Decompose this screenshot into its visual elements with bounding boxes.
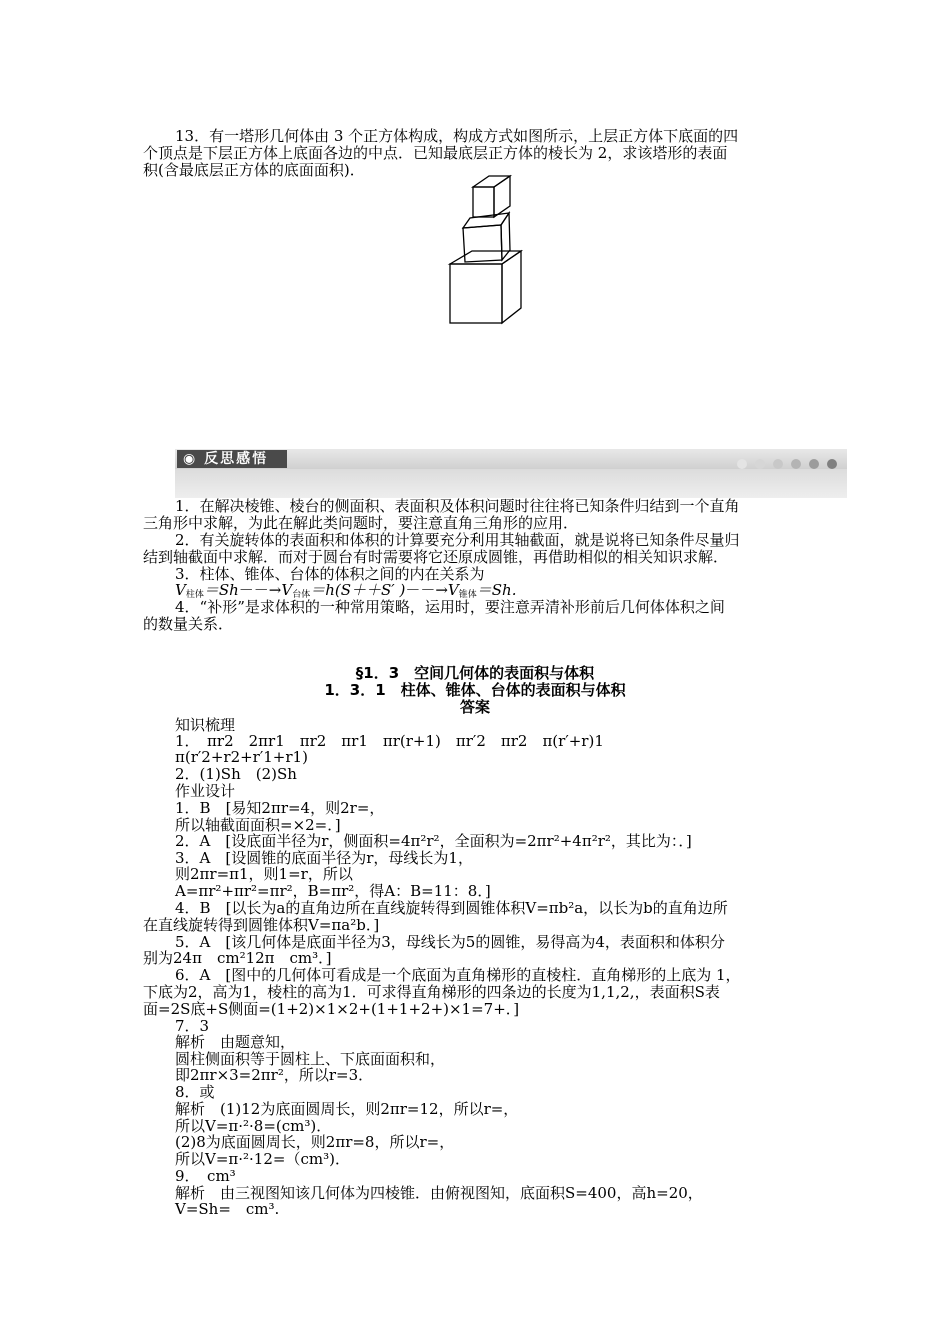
answer-line: 1．B [易知2πr=4，则2r=， bbox=[175, 799, 385, 817]
answer-line: 解析 由题意知， bbox=[175, 1033, 296, 1051]
answer-line: 解析 由三视图知该几何体为四棱锥．由俯视图知，底面积S=400，高h=20， bbox=[175, 1184, 703, 1202]
homework-title: 作业设计 bbox=[175, 782, 236, 800]
volume-relation bbox=[175, 582, 845, 599]
answer-line: 所以轴截面面积=×2=．] bbox=[175, 816, 341, 834]
banner-dot bbox=[773, 459, 783, 469]
answer-line: A=πr²+πr²=πr²，B=πr²，得A：B=11：8．] bbox=[175, 882, 491, 900]
answer-line: 5．A [该几何体是底面半径为3，母线长为5的圆锥，易得高为4，表面积和体积分 bbox=[175, 933, 725, 951]
v-cone-eq: ＝Sh. bbox=[476, 581, 517, 599]
answer-line: 7．3 bbox=[175, 1017, 210, 1035]
reflection-2-line-1: 2．有关旋转体的表面积和体积的计算要充分利用其轴截面，就是说将已知条件尽量归 bbox=[175, 531, 740, 549]
reflection-banner bbox=[175, 449, 847, 498]
answer-line: 解析 (1)12为底面圆周长，则2πr=12，所以r=， bbox=[175, 1100, 519, 1118]
v-cone: V bbox=[447, 581, 459, 599]
answer-line: π(r′2+r2+r′1+r1) bbox=[175, 748, 308, 766]
reflection-2-line-2: 结到轴截面中求解．而对于圆台有时需要将它还原成圆锥，再借助相似的相关知识求解． bbox=[143, 548, 729, 566]
answer-line: 1． πr2 2πr1 πr2 πr1 πr(r+1) πr′2 πr2 π(r′+r)1 bbox=[175, 732, 604, 750]
answer-line: 8．或 bbox=[175, 1083, 215, 1101]
answer-line: 2．A [设底面半径为r，侧面积=4π²r²，全面积为=2πr²+4π²r²，其比为：．] bbox=[175, 832, 692, 850]
reflection-1-line-1: 1．在解决棱锥、棱台的侧面积、表面积及体积问题时往往将已知条件归结到一个直角 bbox=[175, 497, 740, 515]
answer-line: 9． cm³ bbox=[175, 1167, 236, 1185]
answer-line: 在直线旋转得到圆锥体积V=πa²b．] bbox=[143, 916, 380, 934]
v-prism: V bbox=[175, 581, 186, 599]
v-frustum-eq: ＝h(S＋＋S′ ) bbox=[310, 581, 406, 599]
answer-heading: 答案 bbox=[459, 698, 490, 716]
banner-dot bbox=[827, 459, 837, 469]
answer-line: 3．A [设圆锥的底面半径为r，母线长为1， bbox=[175, 849, 473, 867]
v-prism-sub: 柱体 bbox=[185, 590, 204, 600]
answer-line: 2．(1)Sh (2)Sh bbox=[175, 765, 297, 783]
answer-line: 所以V=π·²·8=(cm³)． bbox=[175, 1117, 332, 1135]
v-cone-sub: 锥体 bbox=[458, 590, 477, 600]
v-frustum: V bbox=[281, 581, 293, 599]
banner-title-text: 反思感悟 bbox=[204, 451, 269, 467]
tower-cubes-figure bbox=[440, 170, 540, 330]
reflection-4-line-1: 4．“补形”是求体积的一种常用策略，运用时，要注意弄清补形前后几何体体积之间 bbox=[175, 598, 725, 616]
answer-line: 下底为2，高为1，棱柱的高为1．可求得直角梯形的四条边的长度为1,1,2,，表面积S表 bbox=[143, 983, 720, 1001]
subsection-heading: 1．3．1 柱体、锥体、台体的表面积与体积 bbox=[324, 681, 626, 699]
answer-line: 所以V=π·²·12=（cm³)． bbox=[175, 1150, 350, 1168]
answer-line: 4．B [以长为a的直角边所在直线旋转得到圆锥体积V=πb²a，以长为b的直角边所 bbox=[175, 899, 728, 917]
reflection-3-line-1: 3．柱体、锥体、台体的体积之间的内在关系为 bbox=[175, 565, 485, 583]
reflection-4-line-2: 的数量关系． bbox=[143, 615, 234, 633]
problem-13-line-2: 个顶点是下层正方体上底面各边的中点．已知最底层正方体的棱长为 2，求该塔形的表面 bbox=[143, 144, 728, 162]
v-prism-eq: ＝Sh bbox=[203, 581, 239, 599]
banner-dot bbox=[791, 459, 801, 469]
section-heading: §1．3 空间几何体的表面积与体积 bbox=[355, 664, 595, 682]
answer-line: 6．A [图中的几何体可看成是一个底面为直角梯形的直棱柱．直角梯形的上底为 1， bbox=[175, 966, 741, 984]
answer-line: 则2πr=π1，则1=r，所以 bbox=[175, 865, 353, 883]
banner-dot bbox=[737, 459, 747, 469]
banner-title: ◉ 反思感悟 bbox=[177, 450, 287, 468]
banner-dot bbox=[755, 459, 765, 469]
v-frustum-sub: 台体 bbox=[292, 590, 311, 600]
problem-13-line-3: 积(含最底层正方体的底面面积)． bbox=[143, 161, 365, 179]
answer-line: 别为24π cm²12π cm³．] bbox=[143, 949, 332, 967]
knowledge-title: 知识梳理 bbox=[175, 716, 236, 734]
answer-line: (2)8为底面圆周长，则2πr=8，所以r=， bbox=[175, 1133, 455, 1151]
banner-dots bbox=[729, 454, 837, 473]
arrow-right: －－→ bbox=[405, 581, 448, 599]
problem-13-line-1: 13．有一塔形几何体由 3 个正方体构成，构成方式如图所示，上层正方体下底面的四 bbox=[175, 127, 739, 145]
answer-line: 面=2S底+S侧面=(1+2)×1×2+(1+1+2+)×1=7+．] bbox=[143, 1000, 520, 1018]
answer-line: 圆柱侧面积等于圆柱上、下底面面积和， bbox=[175, 1050, 446, 1068]
banner-dot bbox=[809, 459, 819, 469]
banner-shadow bbox=[175, 469, 847, 498]
arrow-left: －－→ bbox=[238, 581, 282, 599]
answer-line: V=Sh= cm³. bbox=[175, 1200, 280, 1218]
answer-line: 即2πr×3=2πr²，所以r=3． bbox=[175, 1066, 374, 1084]
reflection-1-line-2: 三角形中求解，为此在解此类问题时，要注意直角三角形的应用． bbox=[143, 514, 579, 532]
